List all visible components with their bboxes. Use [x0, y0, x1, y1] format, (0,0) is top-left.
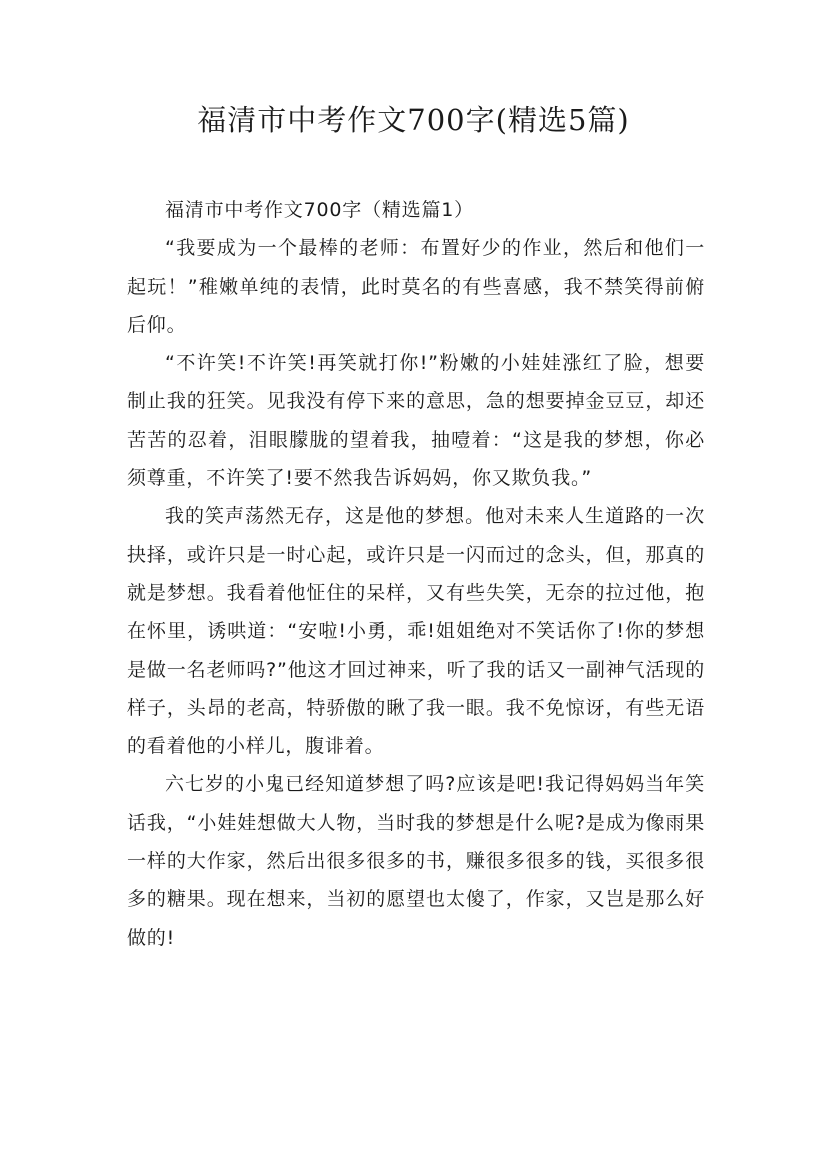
paragraph-1: “我要成为一个最棒的老师：布置好少的作业，然后和他们一起玩！”稚嫩单纯的表情，此时莫名的有些喜感，我不禁笑得前俯后仰。	[127, 237, 705, 336]
paragraph-4: 六七岁的小鬼已经知道梦想了吗?应该是吧!我记得妈妈当年笑话我，“小娃娃想做大人物，当时我的梦想是什么呢?是成为像雨果一样的大作家，然后出很多很多的书，赚很多很多的钱，买很多很多的糖果。现在想来，当初的愿望也太傻了，作家，又岂是那么好做的!	[127, 773, 705, 949]
paragraph-3: 我的笑声荡然无存，这是他的梦想。他对未来人生道路的一次抉择，或许只是一时心起，或许只是一闪而过的念头，但，那真的就是梦想。我看着他怔住的呆样，又有些失笑，无奈的拉过他，抱在怀里，诱哄道：“安啦!小勇，乖!姐姐绝对不笑话你了!你的梦想是做一名老师吗?”他这才回过神来，听了我的话又一副神气活现的样子，头昂的老高，特骄傲的瞅了我一眼。我不免惊讶，有些无语的看着他的小样儿，腹诽着。	[127, 505, 705, 758]
section-subheading: 福清市中考作文700字（精选篇1）	[165, 199, 474, 221]
document-title: 福清市中考作文700字(精选5篇)	[197, 103, 630, 137]
article-body	[127, 191, 705, 957]
paragraph-2: “不许笑!不许笑!再笑就打你!”粉嫩的小娃娃涨红了脸，想要制止我的狂笑。见我没有停下来的意思，急的想要掉金豆豆，却还苦苦的忍着，泪眼朦胧的望着我，抽噎着：“这是我的梦想，你必须尊重，不许笑了!要不然我告诉妈妈，你又欺负我。”	[127, 352, 705, 490]
